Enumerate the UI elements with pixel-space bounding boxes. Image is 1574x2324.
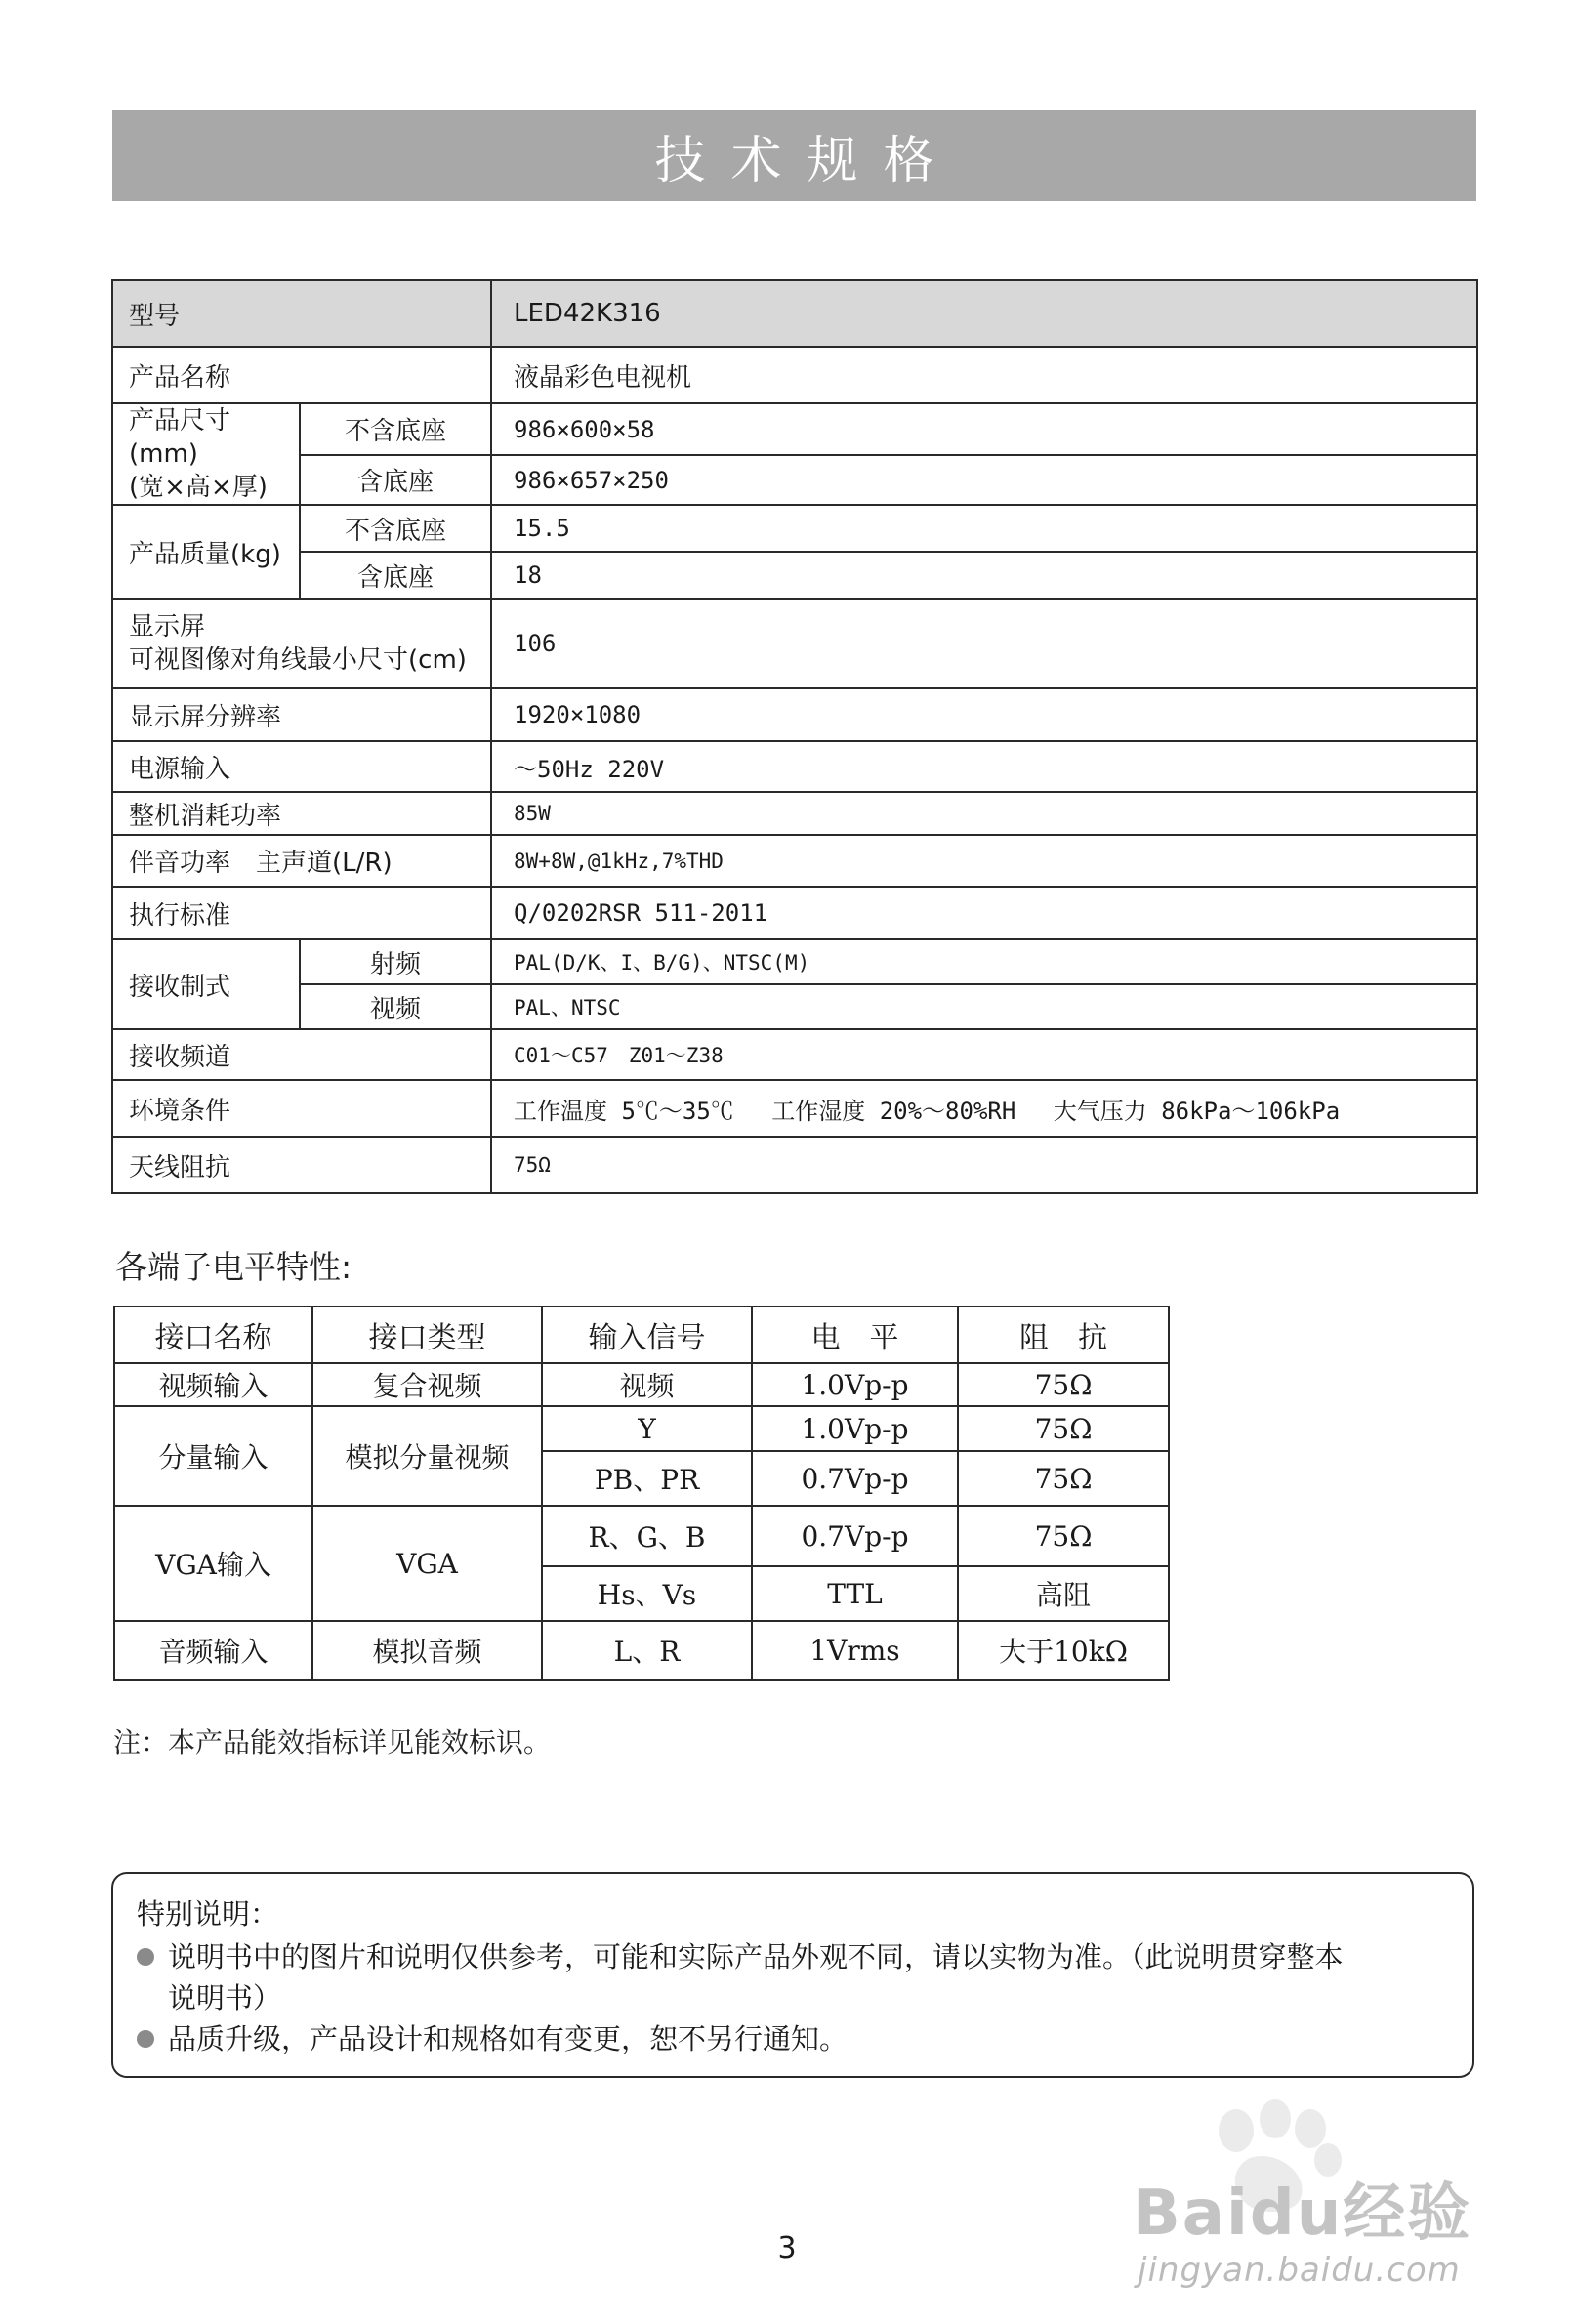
special-notice-item-2 bbox=[137, 2018, 1449, 2059]
model-label: 型号 bbox=[112, 280, 491, 347]
component-y-signal: Y bbox=[542, 1406, 752, 1451]
special-item-1-line2: 说明书） bbox=[168, 1981, 282, 2014]
size-with-base-value: 986×657×250 bbox=[491, 455, 1477, 505]
rf-label: 射频 bbox=[300, 939, 491, 984]
ports-row-component-y bbox=[114, 1406, 1169, 1451]
special-item-2: 品质升级，产品设计和规格如有变更，恕不另行通知。 bbox=[168, 2022, 849, 2055]
spec-row-weight-no-base bbox=[112, 505, 1477, 552]
special-notice-title: 特别说明： bbox=[137, 1897, 279, 1930]
power-input-value: ～50Hz 220V bbox=[491, 741, 1477, 792]
bullet-icon bbox=[137, 2030, 154, 2048]
ports-row-audio bbox=[114, 1621, 1169, 1680]
spec-row-size-with-base bbox=[112, 455, 1477, 505]
spec-row-antenna bbox=[112, 1137, 1477, 1193]
size-label-line2: (宽×高×厚) bbox=[129, 473, 268, 502]
antenna-value: 75Ω bbox=[491, 1137, 1477, 1193]
audio-label: 伴音功率 主声道(L/R) bbox=[112, 835, 491, 887]
display-value: 106 bbox=[491, 599, 1477, 688]
vga-rgb-impedance: 75Ω bbox=[958, 1506, 1169, 1566]
component-y-level: 1.0Vp-p bbox=[752, 1406, 958, 1451]
audio-port-name: 音频输入 bbox=[114, 1621, 312, 1680]
environment-value: 工作温度 5℃～35℃ 工作湿度 20%～80%RH 大气压力 86kPa～106kPa bbox=[491, 1080, 1477, 1137]
component-port-type: 模拟分量视频 bbox=[312, 1406, 542, 1506]
channels-label: 接收频道 bbox=[112, 1029, 491, 1080]
rf-value: PAL(D/K、I、B/G)、NTSC(M) bbox=[491, 939, 1477, 984]
power-consumption-label: 整机消耗功率 bbox=[112, 792, 491, 835]
ports-header-row bbox=[114, 1307, 1169, 1363]
video-port-level: 1.0Vp-p bbox=[752, 1363, 958, 1406]
weight-no-base-label: 不含底座 bbox=[300, 505, 491, 552]
special-notice-box bbox=[111, 1872, 1474, 2078]
weight-label: 产品质量(kg) bbox=[112, 505, 300, 599]
spec-row-video bbox=[112, 984, 1477, 1029]
spec-row-rf bbox=[112, 939, 1477, 984]
spec-row-product-name bbox=[112, 347, 1477, 403]
spec-row-standard bbox=[112, 887, 1477, 939]
power-input-label: 电源输入 bbox=[112, 741, 491, 792]
ports-row-vga-rgb bbox=[114, 1506, 1169, 1566]
spec-row-display bbox=[112, 599, 1477, 688]
model-value: LED42K316 bbox=[491, 280, 1477, 347]
video-port-type: 复合视频 bbox=[312, 1363, 542, 1406]
spec-row-audio bbox=[112, 835, 1477, 887]
display-label bbox=[112, 599, 491, 688]
size-no-base-value: 986×600×58 bbox=[491, 403, 1477, 455]
audio-port-type: 模拟音频 bbox=[312, 1621, 542, 1680]
watermark-brand: Baidu经验 bbox=[1133, 2178, 1472, 2250]
size-label bbox=[112, 403, 300, 505]
weight-with-base-value: 18 bbox=[491, 552, 1477, 599]
vga-hv-level: TTL bbox=[752, 1566, 958, 1621]
standard-label: 执行标准 bbox=[112, 887, 491, 939]
channels-value: C01～C57 Z01～Z38 bbox=[491, 1029, 1477, 1080]
spec-row-size-no-base bbox=[112, 403, 1477, 455]
spec-row-power-consumption bbox=[112, 792, 1477, 835]
vga-hv-signal: Hs、Vs bbox=[542, 1566, 752, 1621]
energy-note: 注：本产品能效指标详见能效标识。 bbox=[113, 1726, 552, 1759]
audio-value: 8W+8W,@1kHz,7%THD bbox=[491, 835, 1477, 887]
page-title-bar bbox=[112, 110, 1476, 201]
spec-row-model bbox=[112, 280, 1477, 347]
display-label-line1: 显示屏 bbox=[129, 612, 206, 642]
display-label-line2: 可视图像对角线最小尺寸(cm) bbox=[129, 645, 467, 675]
ports-section-title: 各端子电平特性: bbox=[115, 1248, 352, 1286]
ports-table bbox=[113, 1306, 1170, 1681]
component-pbpr-impedance: 75Ω bbox=[958, 1451, 1169, 1506]
video-value: PAL、NTSC bbox=[491, 984, 1477, 1029]
product-name-value: 液晶彩色电视机 bbox=[491, 347, 1477, 403]
header-port-type: 接口类型 bbox=[312, 1307, 542, 1363]
page-title: 技术规格 bbox=[654, 132, 960, 190]
component-pbpr-signal: PB、PR bbox=[542, 1451, 752, 1506]
reception-label: 接收制式 bbox=[112, 939, 300, 1029]
weight-no-base-value: 15.5 bbox=[491, 505, 1477, 552]
audio-port-signal: L、R bbox=[542, 1621, 752, 1680]
video-port-name: 视频输入 bbox=[114, 1363, 312, 1406]
size-label-line1: 产品尺寸(mm) bbox=[129, 406, 231, 469]
special-item-1-line1: 说明书中的图片和说明仅供参考，可能和实际产品外观不同，请以实物为准。（此说明贯穿整本 bbox=[168, 1940, 1344, 1973]
video-label: 视频 bbox=[300, 984, 491, 1029]
vga-port-type: VGA bbox=[312, 1506, 542, 1621]
spec-row-channels bbox=[112, 1029, 1477, 1080]
antenna-label: 天线阻抗 bbox=[112, 1137, 491, 1193]
power-consumption-value: 85W bbox=[491, 792, 1477, 835]
vga-rgb-level: 0.7Vp-p bbox=[752, 1506, 958, 1566]
header-input-signal: 输入信号 bbox=[542, 1307, 752, 1363]
product-name-label: 产品名称 bbox=[112, 347, 491, 403]
spec-table bbox=[111, 279, 1478, 1194]
size-with-base-label: 含底座 bbox=[300, 455, 491, 505]
vga-hv-impedance: 高阻 bbox=[958, 1566, 1169, 1621]
spec-row-environment bbox=[112, 1080, 1477, 1137]
header-level: 电 平 bbox=[752, 1307, 958, 1363]
standard-value: Q/0202RSR 511-2011 bbox=[491, 887, 1477, 939]
spec-row-weight-with-base bbox=[112, 552, 1477, 599]
audio-port-level: 1Vrms bbox=[752, 1621, 958, 1680]
weight-with-base-label: 含底座 bbox=[300, 552, 491, 599]
spec-row-power-input bbox=[112, 741, 1477, 792]
spec-row-resolution bbox=[112, 688, 1477, 741]
header-impedance: 阻 抗 bbox=[958, 1307, 1169, 1363]
component-pbpr-level: 0.7Vp-p bbox=[752, 1451, 958, 1506]
bullet-icon bbox=[137, 1948, 154, 1966]
environment-label: 环境条件 bbox=[112, 1080, 491, 1137]
special-notice-item-1 bbox=[137, 1936, 1449, 2018]
component-y-impedance: 75Ω bbox=[958, 1406, 1169, 1451]
resolution-value: 1920×1080 bbox=[491, 688, 1477, 741]
audio-port-impedance: 大于10kΩ bbox=[958, 1621, 1169, 1680]
size-no-base-label: 不含底座 bbox=[300, 403, 491, 455]
watermark-url: jingyan.baidu.com bbox=[1138, 2251, 1461, 2290]
video-port-impedance: 75Ω bbox=[958, 1363, 1169, 1406]
page-number: 3 bbox=[777, 2231, 797, 2265]
component-port-name: 分量输入 bbox=[114, 1406, 312, 1506]
vga-port-name: VGA输入 bbox=[114, 1506, 312, 1621]
header-port-name: 接口名称 bbox=[114, 1307, 312, 1363]
vga-rgb-signal: R、G、B bbox=[542, 1506, 752, 1566]
video-port-signal: 视频 bbox=[542, 1363, 752, 1406]
resolution-label: 显示屏分辨率 bbox=[112, 688, 491, 741]
ports-row-video bbox=[114, 1363, 1169, 1406]
